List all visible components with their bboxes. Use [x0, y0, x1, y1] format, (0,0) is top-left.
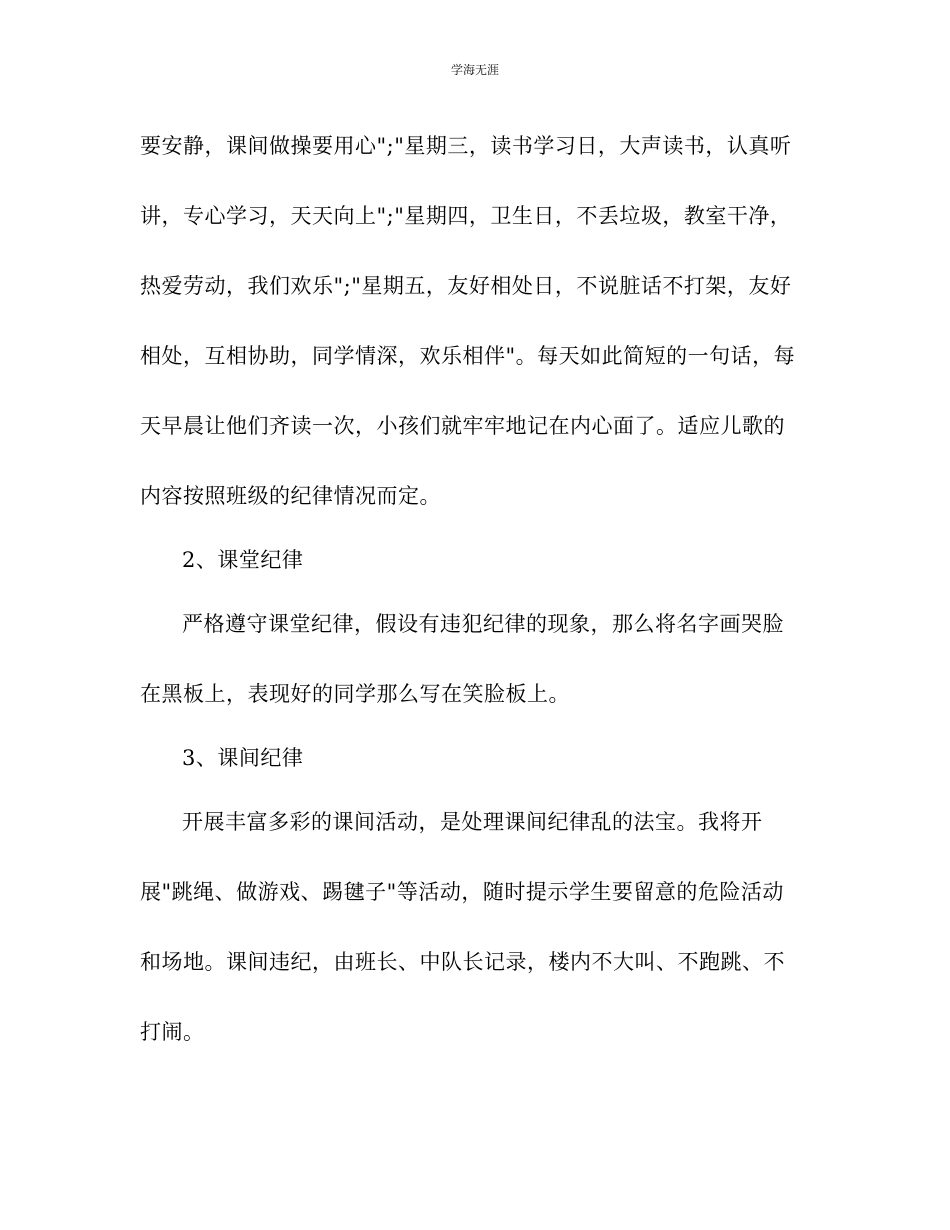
text-line: 相处，互相协助，同学情深，欢乐相伴"。每天如此简短的一句话，每: [140, 344, 796, 368]
text-line: 要安静，课间做操要用心";"星期三，读书学习日，大声读书，认真听: [140, 134, 792, 158]
page-header: 学海无涯: [450, 63, 499, 77]
text-line: 在黑板上，表现好的同学那么写在笑脸板上。: [140, 682, 570, 706]
text-line: 打闹。: [140, 1020, 205, 1044]
paragraph-classroom-discipline: [140, 600, 812, 718]
section-heading-classroom-discipline: [140, 536, 812, 584]
text-line: 严格遵守课堂纪律，假设有违犯纪律的现象，那么将名字画哭脸: [182, 612, 784, 636]
document-body: [140, 122, 812, 1056]
text-line: 热爱劳动，我们欢乐";"星期五，友好相处日，不说脏话不打架，友好: [140, 274, 792, 298]
paragraph-discipline-rhymes: [140, 122, 812, 520]
text-line: 内容按照班级的纪律情况而定。: [140, 484, 441, 508]
text-line: 和场地。课间违纪，由班长、中队长记录，楼内不大叫、不跑跳、不: [140, 950, 785, 974]
heading-text: 3、课间纪律: [182, 746, 304, 770]
section-heading-break-discipline: [140, 734, 812, 782]
text-line: 开展丰富多彩的课间活动，是处理课间纪律乱的法宝。我将开: [182, 810, 763, 834]
heading-text: 2、课堂纪律: [182, 548, 304, 572]
paragraph-break-discipline: [140, 798, 812, 1056]
text-line: 讲，专心学习，天天向上";"星期四，卫生日，不丢垃圾，教室干净，: [140, 204, 792, 228]
text-line: 展"跳绳、做游戏、踢毽子"等活动，随时提示学生要留意的危险活动: [140, 880, 784, 904]
text-line: 天早晨让他们齐读一次，小孩们就牢牢地记在内心面了。适应儿歌的: [140, 414, 785, 438]
